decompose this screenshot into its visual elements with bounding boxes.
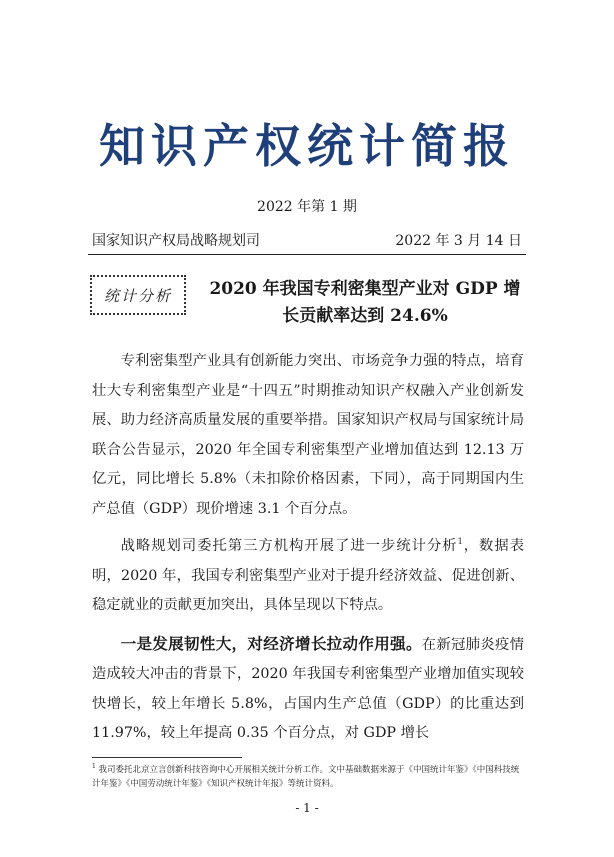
publication-date: 2022 年 3 月 14 日 xyxy=(395,233,522,249)
header-divider xyxy=(88,254,526,255)
article-headline xyxy=(200,276,530,330)
paragraph-3-text: 在新冠肺炎疫情造成较大冲击的背景下，2020 年我国专利密集型产业增加值实现较快增长，较上年增长 5.8%，占国内生产总值（GDP）的比重达到 11.97%，较上年提高 0.35 个百分点，对 GDP 增长 xyxy=(92,636,524,741)
page-number: - 1 - xyxy=(295,801,319,815)
footnote-divider xyxy=(92,757,242,758)
article-body xyxy=(92,347,524,757)
paragraph-2-text-b: ，数据表明，2020 年，我国专利密集型产业对于提升经济效益、促进创新、稳定就业的贡献更加突出，具体呈现以下特点。 xyxy=(92,538,524,613)
paragraph-3-lead: 一是发展韧性大，对经济增长拉动作用强。 xyxy=(120,633,422,653)
footnote-marker: 1 xyxy=(92,763,96,771)
headline-line-2: 长贡献率达到 24.6% xyxy=(282,306,448,326)
footnote xyxy=(92,763,524,791)
issue-number: 2022 年第 1 期 xyxy=(257,199,357,215)
footnote-reference[interactable]: 1 xyxy=(457,537,463,547)
footnote-text: 我司委托北京立言创新科技咨询中心开展相关统计分析工作。文中基础数据来源于《中国统计年鉴》《中国科技统计年鉴》《中国劳动统计年鉴》《知识产权统计年报》等统计资料。 xyxy=(92,765,520,789)
issuing-organization: 国家知识产权局战略规划司 xyxy=(92,233,260,249)
paragraph-2 xyxy=(92,532,524,621)
masthead-title: 知识产权统计简报 xyxy=(99,119,515,173)
paragraph-1: 专利密集型产业具有创新能力突出、市场竞争力强的特点，培育壮大专利密集型产业是“十四五”时期推动知识产权融入产业创新发展、助力经济高质量发展的重要举措。国家知识产权局与国家统计局联合公告显示，2020 年全国专利密集型产业增加值达到 12.13 万亿元，同比增长 5.8%（未扣除价格因素，下同），高于同期国内生产总值（GDP）现价增速 3.1 个百分点。 xyxy=(92,353,524,517)
category-tag xyxy=(90,275,186,315)
headline-line-1: 2020 年我国专利密集型产业对 GDP 增 xyxy=(209,279,521,299)
paragraph-3 xyxy=(92,629,524,749)
category-label: 统计分析 xyxy=(103,286,172,305)
paragraph-2-text-a: 战略规划司委托第三方机构开展了进一步统计分析 xyxy=(120,538,458,554)
